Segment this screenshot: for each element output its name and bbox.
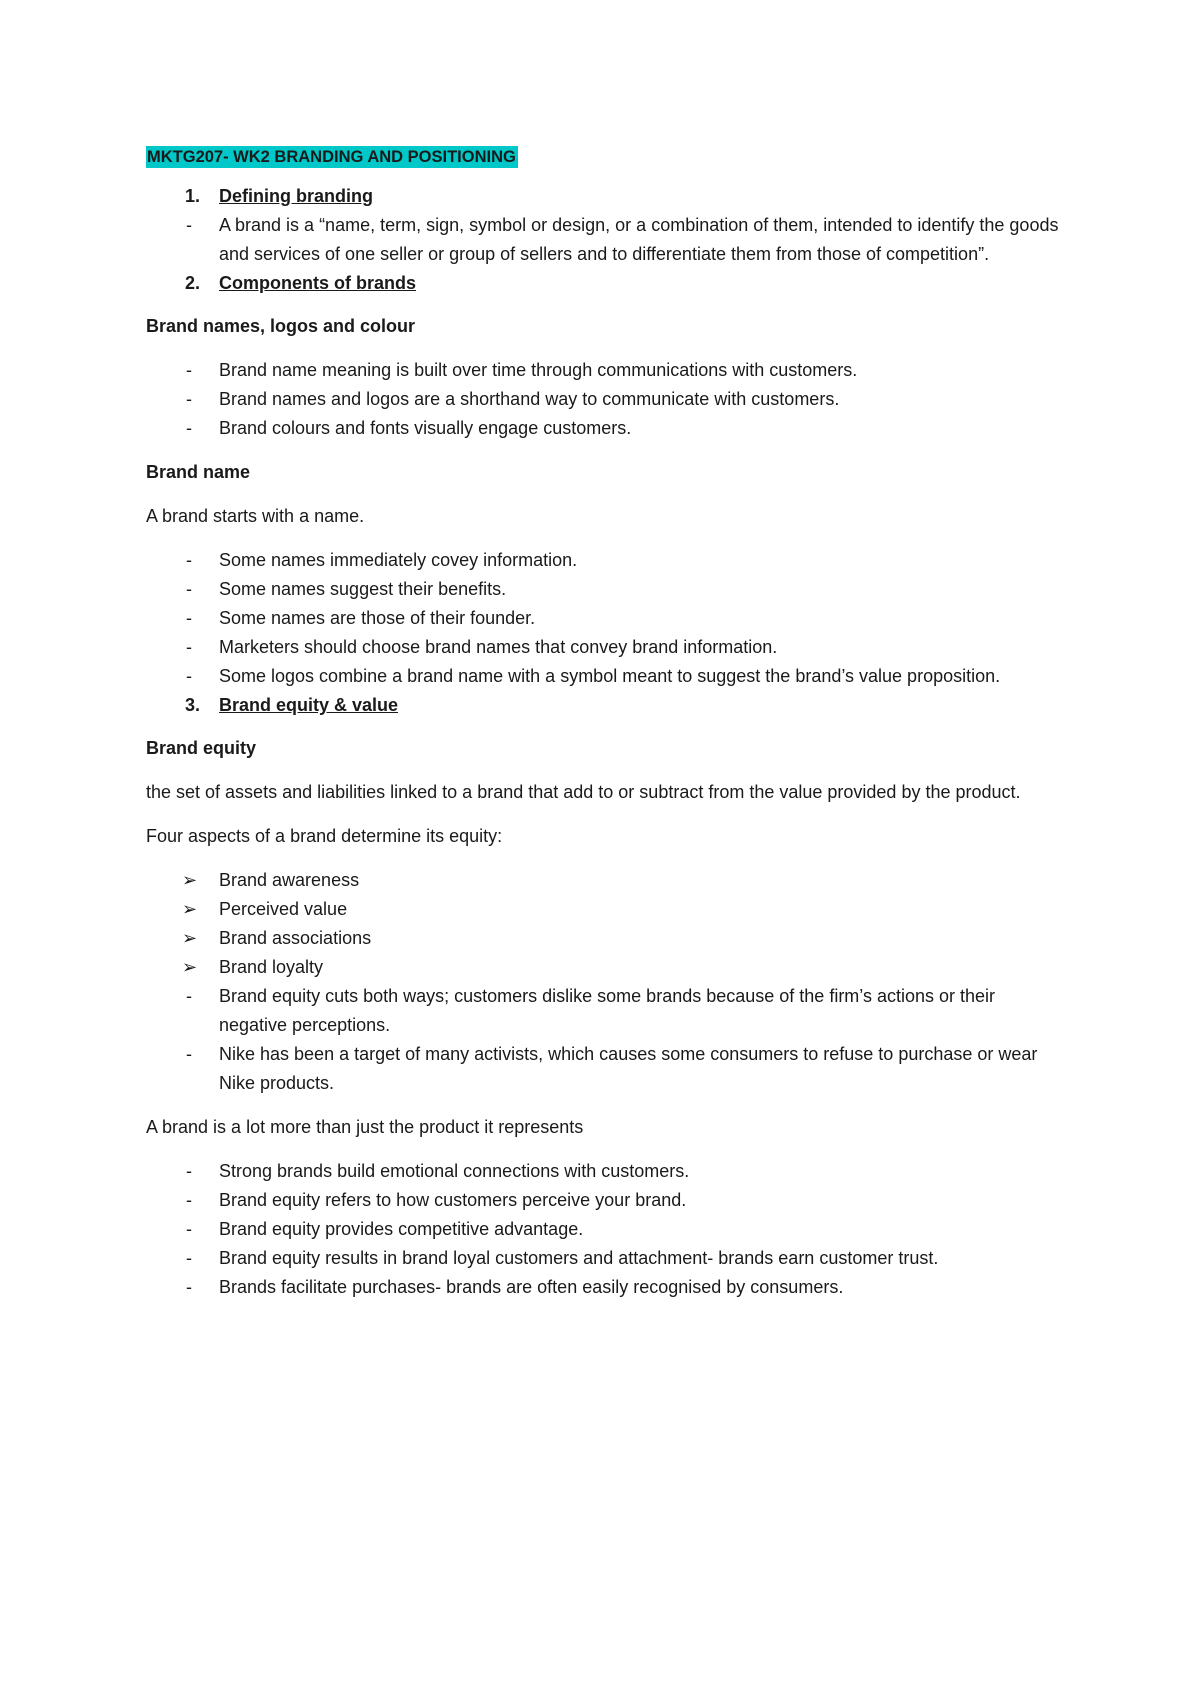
dash-bullet: - [186,637,192,657]
subheading-brand-names-logos: Brand names, logos and colour [146,316,416,336]
document-title: MKTG207- WK2 BRANDING AND POSITIONING [147,148,516,166]
bullet-list [146,356,1066,443]
list-item [146,604,1066,633]
arrow-bullet-icon: ➢ [182,870,198,890]
numbered-heading-3 [146,691,1066,720]
list-item-text: Brand equity provides competitive advantage. [219,1219,584,1239]
list-item [146,1040,1066,1098]
dash-bullet: - [186,608,192,628]
dash-bullet: - [186,1190,192,1210]
list-item [146,866,1066,895]
numbered-heading-2 [146,269,1066,298]
bullet-list [146,1157,1066,1302]
paragraph: the set of assets and liabilities linked to a brand that add to or subtract from the value provided by the product. [146,782,1021,802]
aspects-list [146,866,1066,1098]
list-number: 1. [185,186,201,206]
list-item [146,356,1066,385]
list-item-text: A brand is a “name, term, sign, symbol or design, or a combination of them, intended to identify the goods and services of one seller or group of sellers and to differentiate them from those of competition”. [219,215,1059,264]
list-item-text: Nike has been a target of many activists, which causes some consumers to refuse to purchase or wear Nike products. [219,1044,1038,1093]
list-item [146,385,1066,414]
dash-bullet: - [186,579,192,599]
paragraph: A brand starts with a name. [146,506,365,526]
list-item [146,953,1066,982]
document-body [146,146,1066,1302]
list-item [146,662,1066,691]
list-item [146,211,1066,269]
dash-bullet: - [186,418,192,438]
list-item-text: Some names are those of their founder. [219,608,536,628]
list-item-text: Brand equity results in brand loyal customers and attachment- brands earn customer trust. [219,1248,939,1268]
dash-bullet: - [186,1277,192,1297]
list-item-text: Some names immediately covey information. [219,550,578,570]
list-item-text: Marketers should choose brand names that convey brand information. [219,637,778,657]
dash-bullet: - [186,1219,192,1239]
arrow-bullet-icon: ➢ [182,899,198,919]
list-item [146,414,1066,443]
list-item-text: Brand loyalty [219,957,324,977]
list-item [146,982,1066,1040]
dash-bullet: - [186,986,192,1006]
list-number: 3. [185,695,201,715]
list-item [146,1244,1066,1273]
dash-bullet: - [186,666,192,686]
dash-bullet: - [186,215,192,235]
dash-bullet: - [186,1044,192,1064]
dash-bullet: - [186,1248,192,1268]
list-item-text: Brand equity refers to how customers perceive your brand. [219,1190,687,1210]
list-item [146,633,1066,662]
section-heading: Defining branding [219,186,373,206]
list-number: 2. [185,273,201,293]
list-item-text: Some names suggest their benefits. [219,579,507,599]
list-item-text: Brand equity cuts both ways; customers dislike some brands because of the firm’s actions or their negative perceptions. [219,986,996,1035]
section-heading: Components of brands [219,273,416,293]
dash-bullet: - [186,550,192,570]
arrow-bullet-icon: ➢ [182,957,198,977]
dash-bullet: - [186,360,192,380]
list-item-text: Strong brands build emotional connections with customers. [219,1161,690,1181]
dash-bullet: - [186,389,192,409]
list-item-text: Brand awareness [219,870,360,890]
paragraph: A brand is a lot more than just the product it represents [146,1117,584,1137]
paragraph: Four aspects of a brand determine its equity: [146,826,503,846]
list-item-text: Brand name meaning is built over time through communications with customers. [219,360,858,380]
list-item-text: Brand colours and fonts visually engage customers. [219,418,632,438]
subheading-brand-name: Brand name [146,462,251,482]
list-item [146,575,1066,604]
list-item [146,1215,1066,1244]
dash-bullet: - [186,1161,192,1181]
numbered-heading-1 [146,182,1066,211]
list-item-text: Brand associations [219,928,372,948]
list-item [146,546,1066,575]
list-item-text: Perceived value [219,899,348,919]
section-heading: Brand equity & value [219,695,399,715]
list-item [146,1186,1066,1215]
arrow-bullet-icon: ➢ [182,928,198,948]
list-item [146,924,1066,953]
bullet-list [146,546,1066,691]
subheading-brand-equity: Brand equity [146,738,257,758]
list-item [146,1273,1066,1302]
list-item [146,895,1066,924]
list-item [146,1157,1066,1186]
list-item-text: Some logos combine a brand name with a symbol meant to suggest the brand’s value proposition. [219,666,1001,686]
list-item-text: Brand names and logos are a shorthand way to communicate with customers. [219,389,840,409]
list-item-text: Brands facilitate purchases- brands are often easily recognised by consumers. [219,1277,844,1297]
